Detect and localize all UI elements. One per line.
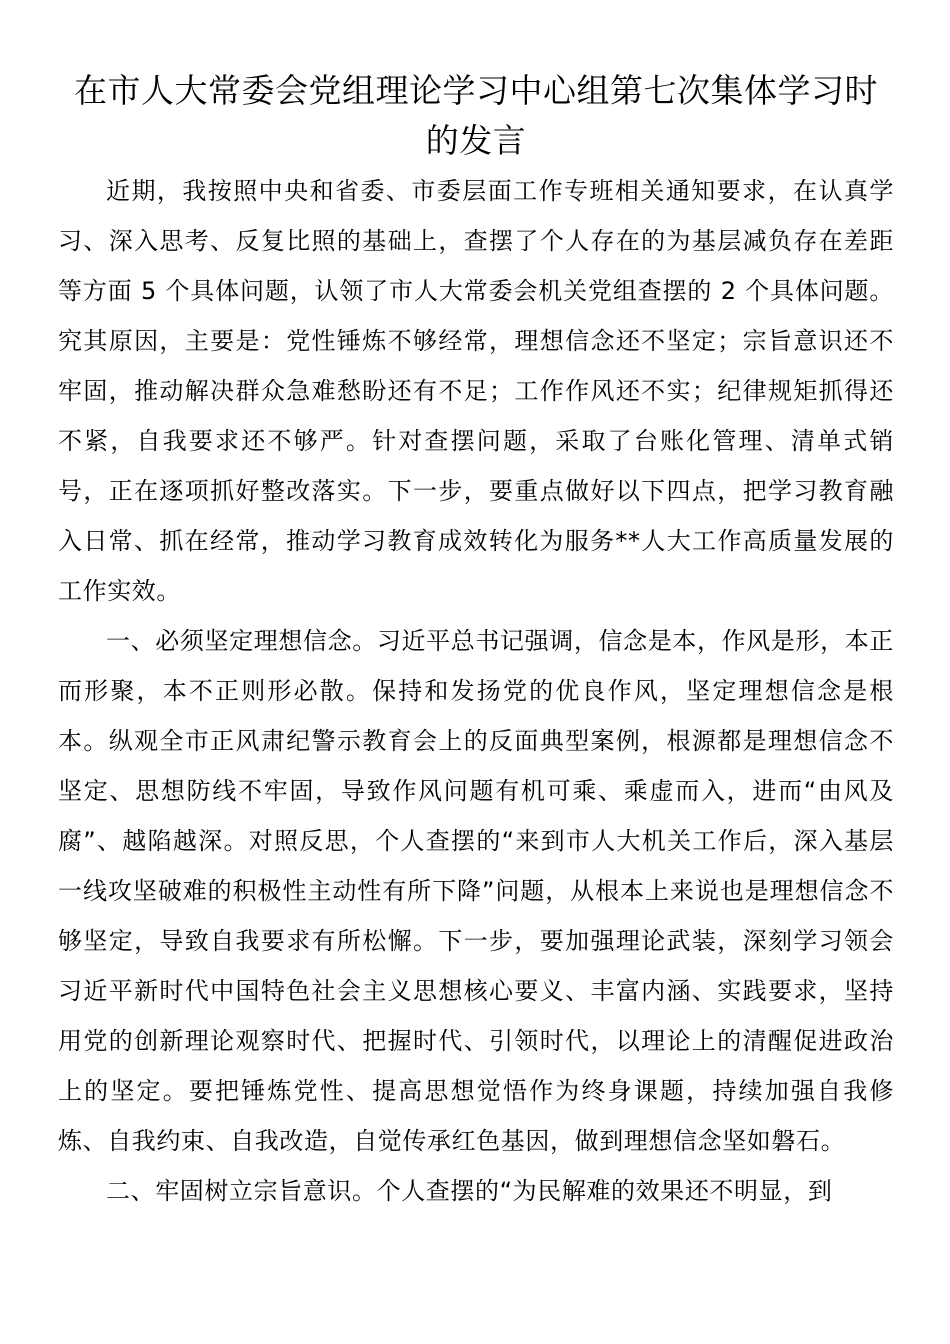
paragraph-section-2: 二、牢固树立宗旨意识。个人查摆的“为民解难的效果还不明显，到 bbox=[106, 1177, 833, 1205]
document-title: 在市人大常委会党组理论学习中心组第七次集体学习时的发言 bbox=[74, 71, 878, 160]
document-page bbox=[58, 66, 894, 1216]
paragraph-section-1: 一、必须坚定理想信念。习近平总书记强调，信念是本，作风是形，本正而形聚，本不正则形必散。保持和发扬党的优良作风，坚定理想信念是根本。纵观全市正风肃纪警示教育会上的反面典型案例，根源都是理想信念不坚定、思想防线不牢固，导致作风问题有机可乘、乘虚而入，进而“由风及腐”、越陷越深。对照反思，个人查摆的“来到市人大机关工作后，深入基层一线攻坚破难的积极性主动性有所下降”问题，从根本上来说也是理想信念不够坚定，导致自我要求有所松懈。下一步，要加强理论武装，深刻学习领会习近平新时代中国特色社会主义思想核心要义、丰富内涵、实践要求，坚持用党的创新理论观察时代、把握时代、引领时代，以理论上的清醒促进政治上的坚定。要把锤炼党性、提高思想觉悟作为终身课题，持续加强自我修炼、自我约束、自我改造，自觉传承红色基因，做到理想信念坚如磐石。 bbox=[58, 627, 894, 1155]
paragraph-intro: 近期，我按照中央和省委、市委层面工作专班相关通知要求，在认真学习、深入思考、反复比照的基础上，查摆了个人存在的为基层减负存在差距等方面 5 个具体问题，认领了市人大常委会机关党组查摆的 2 个具体问题。究其原因，主要是：党性锤炼不够经常，理想信念还不坚定；宗旨意识还不牢固，推动解决群众急难愁盼还有不足；工作作风还不实；纪律规矩抓得还不紧，自我要求还不够严。针对查摆问题，采取了台账化管理、清单式销号，正在逐项抓好整改落实。下一步，要重点做好以下四点，把学习教育融入日常、抓在经常，推动学习教育成效转化为服务**人大工作高质量发展的工作实效。 bbox=[58, 177, 894, 605]
